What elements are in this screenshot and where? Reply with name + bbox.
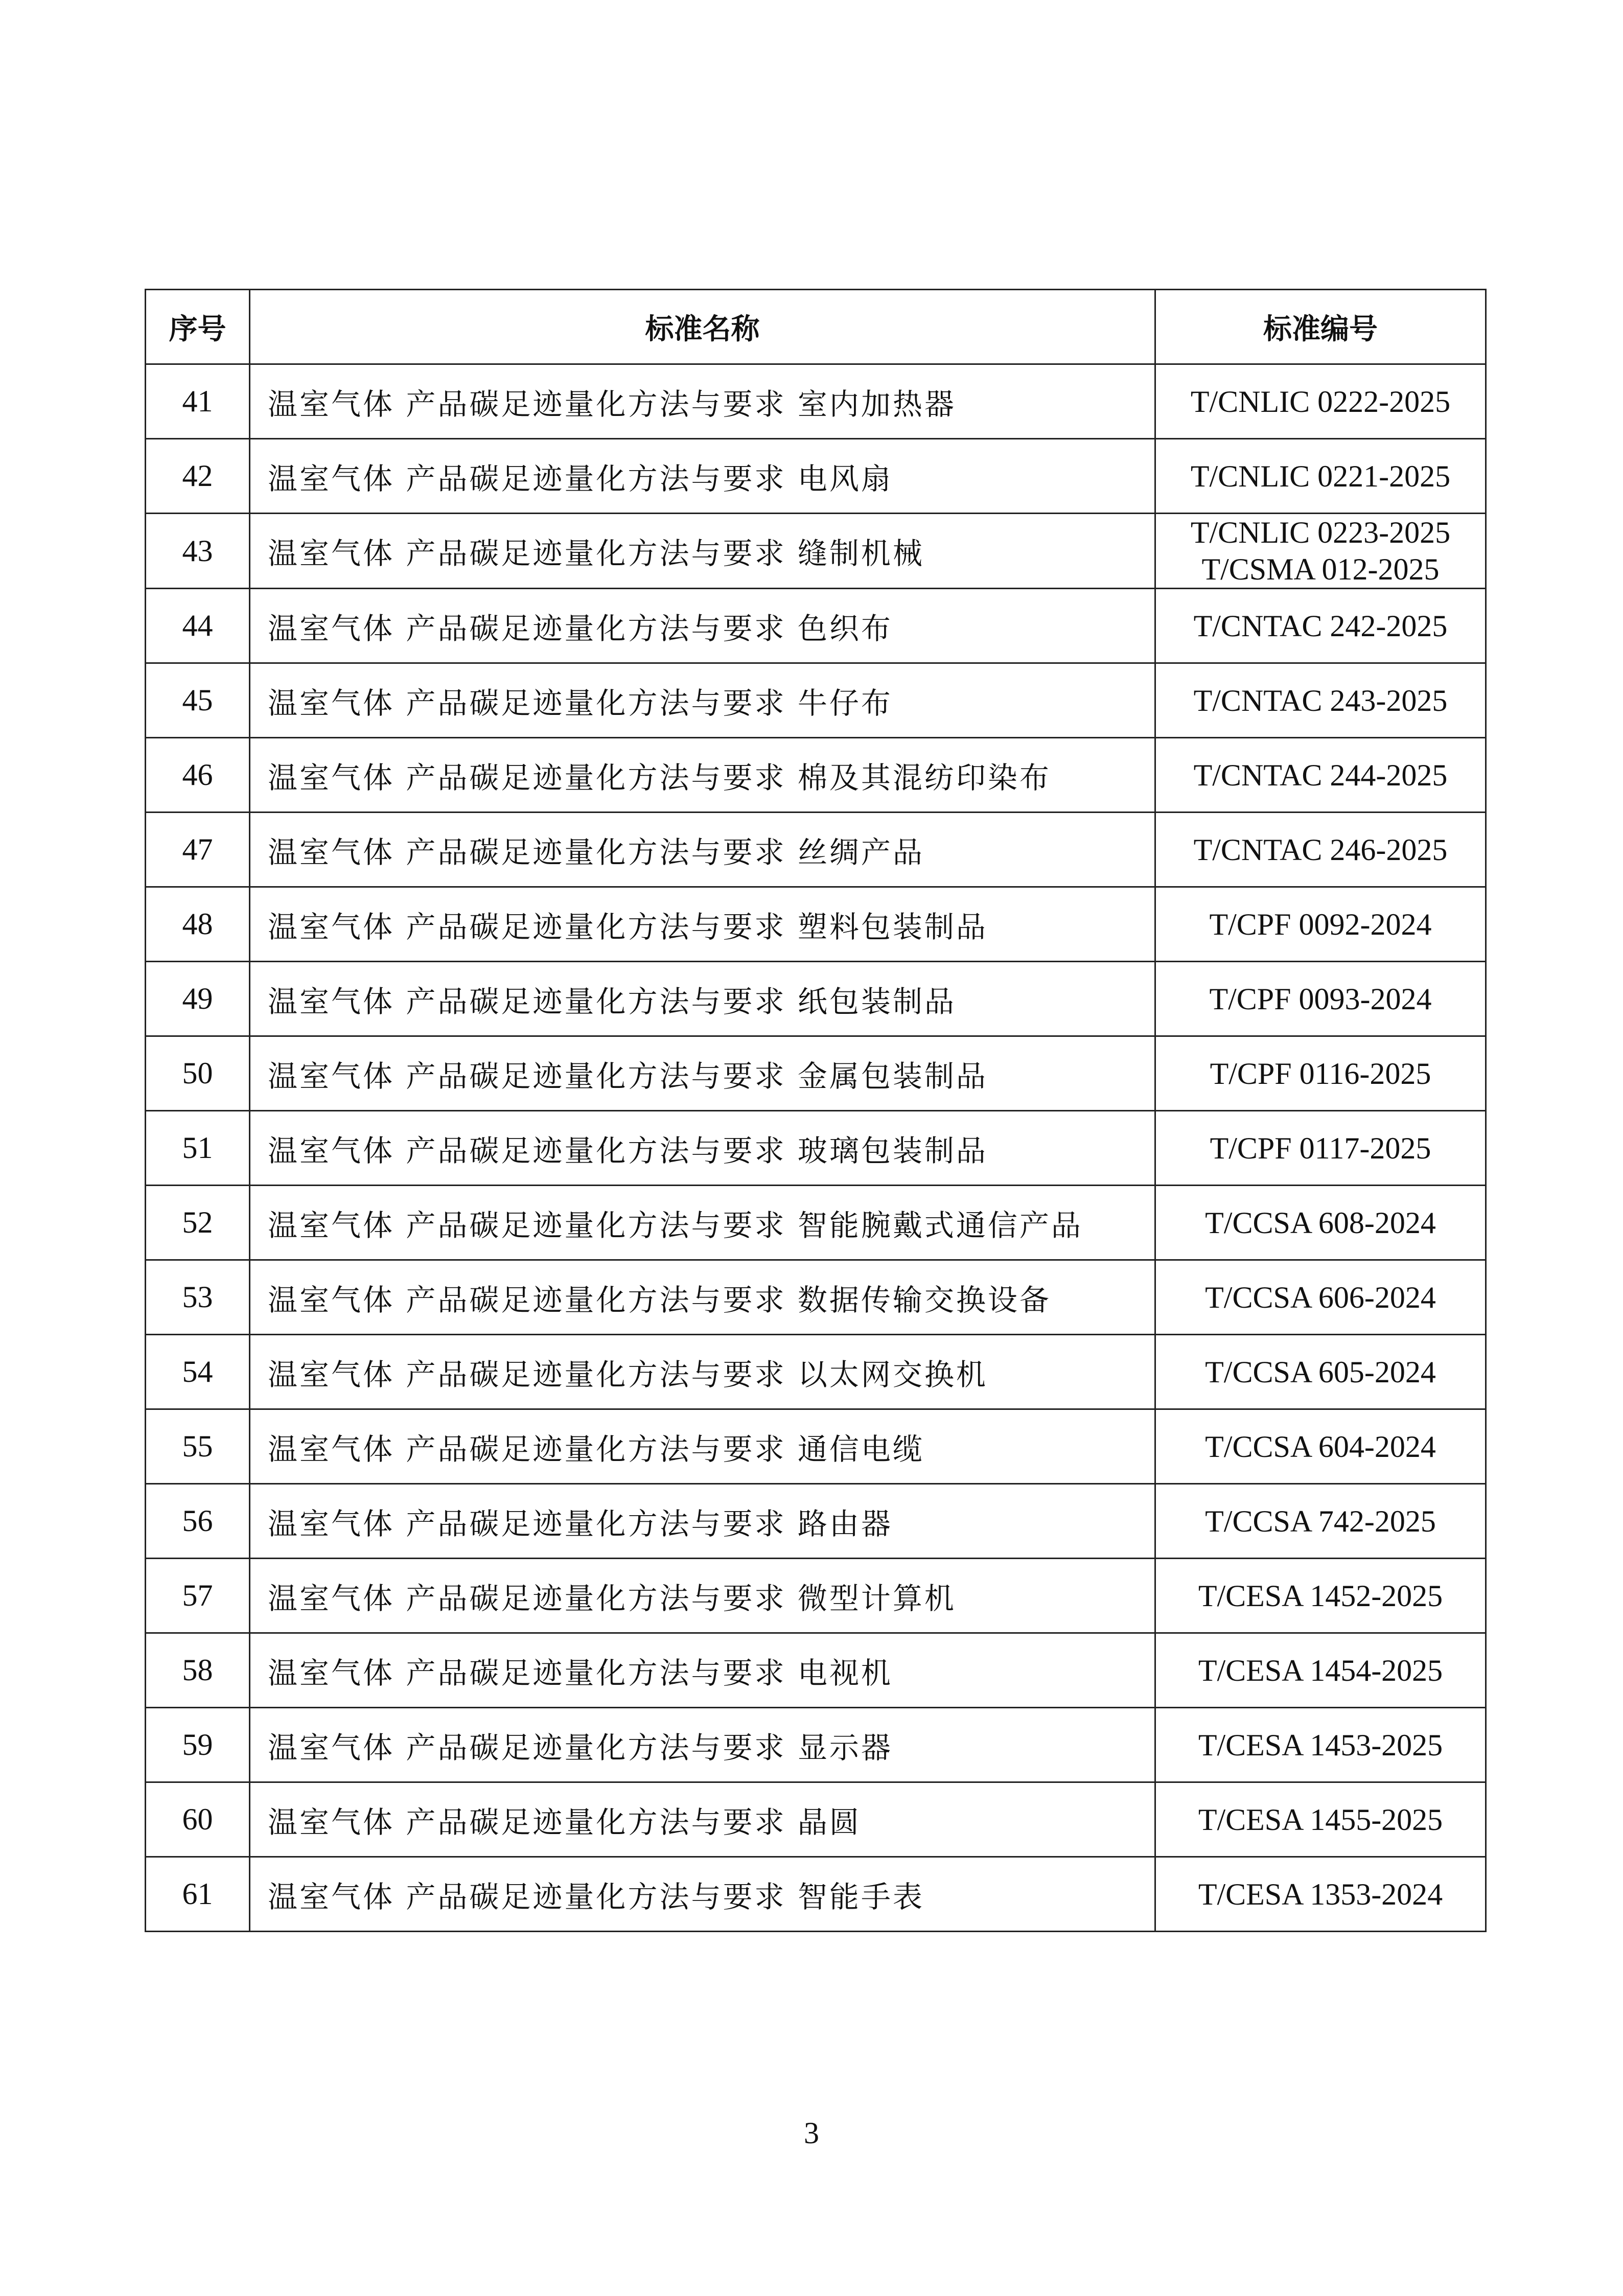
row-standard-name: 温室气体 产品碳足迹量化方法与要求 智能手表 — [250, 1857, 1155, 1932]
row-standard-name: 温室气体 产品碳足迹量化方法与要求 以太网交换机 — [250, 1335, 1155, 1409]
row-standard-code — [1155, 1186, 1486, 1260]
table-row — [146, 514, 1486, 589]
row-standard-code — [1155, 1335, 1486, 1409]
standard-code: T/CNTAC 243-2025 — [1193, 683, 1448, 717]
row-seq: 50 — [146, 1036, 250, 1111]
standard-code: T/CNLIC 0223-2025 — [1190, 516, 1451, 549]
row-standard-name: 温室气体 产品碳足迹量化方法与要求 玻璃包装制品 — [250, 1111, 1155, 1186]
table-row — [146, 1111, 1486, 1186]
row-standard-code — [1155, 364, 1486, 439]
row-standard-code — [1155, 1036, 1486, 1111]
row-seq: 48 — [146, 887, 250, 962]
standard-code: T/CNTAC 244-2025 — [1193, 758, 1448, 792]
table-row — [146, 887, 1486, 962]
row-standard-name: 温室气体 产品碳足迹量化方法与要求 室内加热器 — [250, 364, 1155, 439]
row-seq: 42 — [146, 439, 250, 514]
standard-code: T/CCSA 606-2024 — [1205, 1280, 1436, 1314]
row-standard-code — [1155, 962, 1486, 1036]
row-standard-code — [1155, 1782, 1486, 1857]
row-standard-code — [1155, 1633, 1486, 1708]
row-standard-name: 温室气体 产品碳足迹量化方法与要求 显示器 — [250, 1708, 1155, 1782]
page-number: 3 — [804, 2116, 819, 2150]
table-row — [146, 1036, 1486, 1111]
row-seq: 61 — [146, 1857, 250, 1932]
table-row — [146, 1857, 1486, 1932]
header-code: 标准编号 — [1155, 290, 1486, 364]
standard-code: T/CESA 1454-2025 — [1198, 1653, 1443, 1687]
row-seq: 47 — [146, 813, 250, 887]
row-seq: 46 — [146, 738, 250, 813]
row-standard-code — [1155, 1409, 1486, 1484]
row-standard-name: 温室气体 产品碳足迹量化方法与要求 纸包装制品 — [250, 962, 1155, 1036]
row-seq: 49 — [146, 962, 250, 1036]
table-body — [146, 364, 1486, 1932]
row-standard-code — [1155, 1111, 1486, 1186]
row-seq: 57 — [146, 1559, 250, 1633]
row-seq: 56 — [146, 1484, 250, 1559]
row-seq: 53 — [146, 1260, 250, 1335]
header-seq: 序号 — [146, 290, 250, 364]
row-standard-name: 温室气体 产品碳足迹量化方法与要求 路由器 — [250, 1484, 1155, 1559]
row-seq: 58 — [146, 1633, 250, 1708]
row-seq: 60 — [146, 1782, 250, 1857]
table-row — [146, 962, 1486, 1036]
row-standard-name: 温室气体 产品碳足迹量化方法与要求 电风扇 — [250, 439, 1155, 514]
row-standard-code — [1155, 887, 1486, 962]
row-standard-name: 温室气体 产品碳足迹量化方法与要求 晶圆 — [250, 1782, 1155, 1857]
standard-code: T/CPF 0093-2024 — [1209, 982, 1432, 1016]
table-row — [146, 1633, 1486, 1708]
header-name: 标准名称 — [250, 290, 1155, 364]
table-row — [146, 589, 1486, 663]
table-row — [146, 1260, 1486, 1335]
row-standard-code — [1155, 1708, 1486, 1782]
standard-code: T/CCSA 604-2024 — [1205, 1429, 1436, 1464]
row-standard-code — [1155, 663, 1486, 738]
standard-code: T/CPF 0117-2025 — [1210, 1131, 1431, 1165]
row-standard-name: 温室气体 产品碳足迹量化方法与要求 缝制机械 — [250, 514, 1155, 589]
row-standard-code — [1155, 514, 1486, 589]
table-row — [146, 1335, 1486, 1409]
row-standard-name: 温室气体 产品碳足迹量化方法与要求 塑料包装制品 — [250, 887, 1155, 962]
row-seq: 43 — [146, 514, 250, 589]
table-row — [146, 1708, 1486, 1782]
standard-code: T/CESA 1452-2025 — [1198, 1579, 1443, 1613]
standard-code: T/CPF 0116-2025 — [1210, 1056, 1431, 1091]
row-standard-code — [1155, 1559, 1486, 1633]
standards-table — [145, 289, 1487, 1932]
standard-code: T/CESA 1453-2025 — [1198, 1728, 1443, 1762]
row-seq: 59 — [146, 1708, 250, 1782]
table-row — [146, 1484, 1486, 1559]
table-row — [146, 1409, 1486, 1484]
row-standard-code — [1155, 589, 1486, 663]
table-row — [146, 1782, 1486, 1857]
row-seq: 51 — [146, 1111, 250, 1186]
standard-code: T/CCSA 605-2024 — [1205, 1355, 1436, 1389]
standard-code: T/CNLIC 0221-2025 — [1190, 459, 1451, 493]
row-standard-name: 温室气体 产品碳足迹量化方法与要求 电视机 — [250, 1633, 1155, 1708]
table-row — [146, 738, 1486, 813]
row-standard-name: 温室气体 产品碳足迹量化方法与要求 棉及其混纺印染布 — [250, 738, 1155, 813]
table-row — [146, 1186, 1486, 1260]
standard-code: T/CNLIC 0222-2025 — [1190, 384, 1451, 419]
table-row — [146, 439, 1486, 514]
standard-code: T/CSMA 012-2025 — [1201, 552, 1440, 586]
row-standard-code — [1155, 1484, 1486, 1559]
table-row — [146, 813, 1486, 887]
row-standard-name: 温室气体 产品碳足迹量化方法与要求 牛仔布 — [250, 663, 1155, 738]
row-seq: 44 — [146, 589, 250, 663]
standard-code: T/CNTAC 242-2025 — [1193, 609, 1448, 643]
standard-code: T/CESA 1353-2024 — [1198, 1877, 1443, 1911]
row-standard-name: 温室气体 产品碳足迹量化方法与要求 数据传输交换设备 — [250, 1260, 1155, 1335]
table-row — [146, 663, 1486, 738]
row-standard-name: 温室气体 产品碳足迹量化方法与要求 智能腕戴式通信产品 — [250, 1186, 1155, 1260]
row-standard-name: 温室气体 产品碳足迹量化方法与要求 金属包装制品 — [250, 1036, 1155, 1111]
row-seq: 41 — [146, 364, 250, 439]
row-standard-name: 温室气体 产品碳足迹量化方法与要求 丝绸产品 — [250, 813, 1155, 887]
standard-code: T/CCSA 608-2024 — [1205, 1205, 1436, 1240]
row-standard-code — [1155, 813, 1486, 887]
row-seq: 45 — [146, 663, 250, 738]
row-standard-code — [1155, 1260, 1486, 1335]
row-standard-code — [1155, 1857, 1486, 1932]
row-standard-name: 温室气体 产品碳足迹量化方法与要求 色织布 — [250, 589, 1155, 663]
row-standard-name: 温室气体 产品碳足迹量化方法与要求 通信电缆 — [250, 1409, 1155, 1484]
standard-code: T/CESA 1455-2025 — [1198, 1802, 1443, 1837]
row-standard-code — [1155, 439, 1486, 514]
standard-code: T/CPF 0092-2024 — [1209, 907, 1432, 941]
table-row — [146, 364, 1486, 439]
standard-code: T/CCSA 742-2025 — [1205, 1504, 1436, 1538]
table-row — [146, 1559, 1486, 1633]
row-standard-name: 温室气体 产品碳足迹量化方法与要求 微型计算机 — [250, 1559, 1155, 1633]
row-seq: 54 — [146, 1335, 250, 1409]
table-header-row — [146, 290, 1486, 364]
row-seq: 55 — [146, 1409, 250, 1484]
row-standard-code — [1155, 738, 1486, 813]
standard-code: T/CNTAC 246-2025 — [1193, 832, 1448, 867]
row-seq: 52 — [146, 1186, 250, 1260]
